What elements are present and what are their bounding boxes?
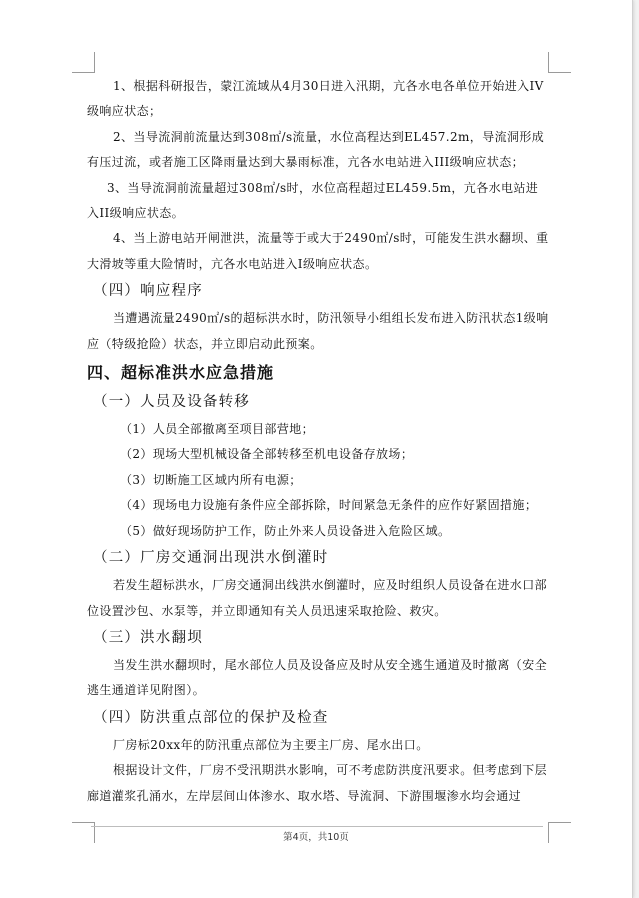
paragraph-level-iv: 1、根据科研报告，蒙江流域从4月30日进入汛期，亢各水电各单位开始进入IV级响应状态；: [87, 79, 544, 119]
footer-divider: [91, 826, 543, 827]
list-item: （2）现场大型机械设备全部转移至机电设备存放场；: [120, 447, 414, 462]
list-item: （3）切断施工区域内所有电源；: [120, 472, 302, 487]
crop-mark-top-right: [548, 52, 571, 73]
heading-tunnel-backflow: （二）厂房交通洞出现洪水倒灌时: [93, 550, 329, 567]
heading-key-protection: （四）防洪重点部位的保护及检查: [93, 709, 329, 726]
list-item: （4）现场电力设施有条件应全部拆除，时间紧急无条件的应作好紧固措施；: [120, 498, 538, 513]
paragraph-key-protection-2: 根据设计文件，厂房不受汛期洪水影响，可不考虑防洪度汛要求。但考虑到下层廊道灌浆孔涌水，左岸层间山体渗水、取水塔、导流洞、下游围堰渗水均会通过: [87, 763, 548, 803]
heading-personnel-transfer: （一）人员及设备转移: [93, 394, 250, 411]
paragraph-level-iii: 2、当导流洞前流量达到308㎡/s流量，水位高程达到EL457.2m，导流洞形成有压过流，或者施工区降雨量达到大暴雨标准，亢各水电站进入III级响应状态；: [87, 129, 545, 170]
paragraph-key-protection-1: 厂房标20xx年的防汛重点部位为主要主厂房、尾水出口。: [113, 737, 429, 752]
paragraph-flood-overtopping: 当发生洪水翻坝时，尾水部位人员及设备应及时从安全逃生通道及时撤离（安全逃生通道详见附图）。: [87, 657, 548, 698]
heading-chapter-4: 四、超标准洪水应急措施: [87, 363, 275, 383]
list-item: （5）做好现场防护工作，防止外来人员设备进入危险区域。: [120, 523, 451, 538]
paragraph-level-ii: 3、当导流洞前流量超过308㎡/s时，水位高程超过EL459.5m，亢各水电站进入II级响应状态。: [87, 180, 539, 221]
heading-flood-overtopping: （三）洪水翻坝: [93, 629, 203, 646]
page-content: [87, 74, 549, 809]
paragraph-response-procedure: 当遭遇流量2490㎡/s的超标洪水时，防汛领导小组组长发布进入防汛状态1级响应（特级抢险）状态，并立即启动此预案。: [87, 311, 549, 351]
list-item: （1）人员全部撤离至项目部营地；: [120, 422, 315, 437]
crop-mark-top-left: [72, 52, 95, 73]
paragraph-level-i: 4、当上游电站开闸泄洪，流量等于或大于2490㎡/s时，可能发生洪水翻坝、重大滑坡等重大险情时，亢各水电站进入I级响应状态。: [87, 231, 549, 271]
paragraph-tunnel-backflow: 若发生超标洪水，厂房交通洞出线洪水倒灌时，应及时组织人员设备在进水口部位设置沙包、水泵等，并立即通知有关人员迅速采取抢险、救灾。: [87, 578, 548, 618]
heading-response-procedure: （四）响应程序: [93, 283, 203, 300]
page-number-footer: 第4页，共10页: [283, 832, 349, 843]
